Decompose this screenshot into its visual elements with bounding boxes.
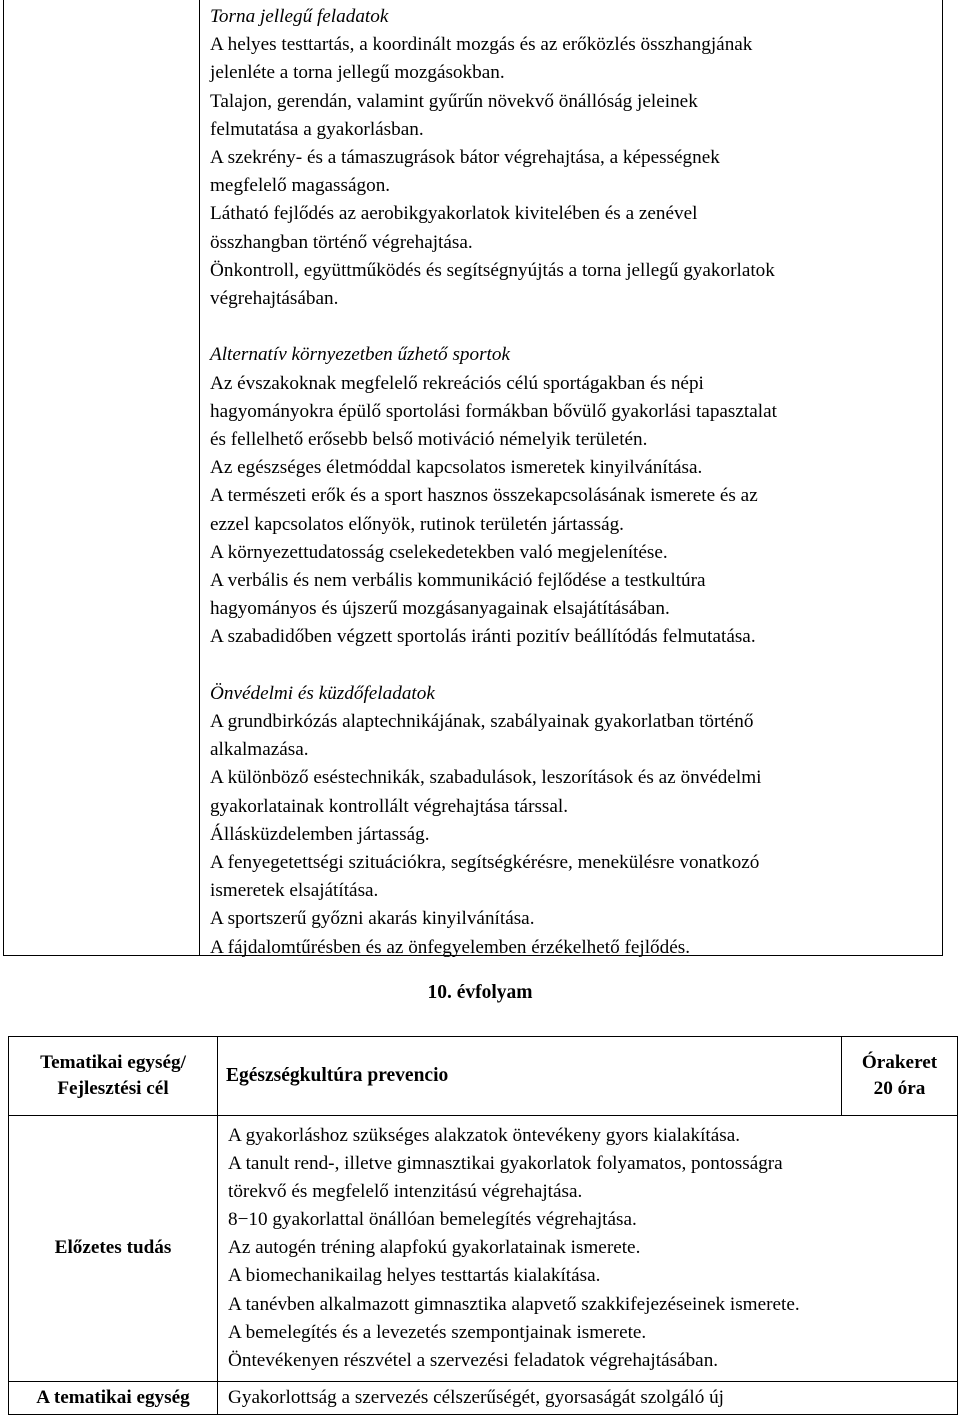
hours-cell	[842, 1037, 958, 1116]
section-line: Önkontroll, együttműködés és segítségnyújtás a torna jellegű gyakorlatok	[210, 259, 775, 281]
prior-knowledge-row	[9, 1116, 958, 1382]
section-line: Az egészséges életmóddal kapcsolatos ismeretek kinyilvánítása.	[210, 457, 703, 479]
section-line: A fájdalomtűrésben és az önfegyelemben érzékelhető fejlődés.	[210, 936, 691, 958]
section-alternativ	[210, 341, 935, 651]
section-line: gyakorlatainak kontrollált végrehajtása társsal.	[210, 795, 569, 817]
table-column-divider	[199, 0, 200, 956]
section-line: A környezettudatosság cselekedetekben való megjelenítése.	[210, 541, 668, 563]
section-line: Az évszakoknak megfelelő rekreációs célú sportágakban és népi	[210, 372, 704, 394]
hours-label: Órakeret	[861, 1052, 938, 1073]
unit-goal-row	[9, 1381, 958, 1414]
unit-label-line-2: Fejlesztési cél	[57, 1078, 169, 1099]
unit-table	[8, 1036, 958, 1415]
section-line: végrehajtásában.	[210, 288, 339, 310]
section-line: A fenyegetettségi szituációkra, segítségkérésre, menekülésre vonatkozó	[210, 852, 760, 874]
list-item: A biomechanikailag helyes testtartás kialakítása.	[228, 1265, 601, 1287]
goals-content	[210, 3, 935, 962]
section-line: A helyes testtartás, a koordinált mozgás és az erőközlés összhangjának	[210, 34, 753, 56]
section-line: A verbális és nem verbális kommunikáció fejlődése a testkultúra	[210, 570, 706, 592]
section-line: és fellelhető erősebb belső motiváció némelyik területén.	[210, 429, 648, 451]
section-line: Talajon, gerendán, valamint gyűrűn növekvő önállóság jeleinek	[210, 90, 698, 112]
section-line: megfelelő magasságon.	[210, 175, 391, 197]
section-title: Torna jellegű feladatok	[210, 6, 389, 27]
list-item: A tanult rend-, illetve gimnasztikai gyakorlatok folyamatos, pontosságra	[228, 1153, 783, 1175]
list-item: A bemelegítés és a levezetés szempontjainak ismerete.	[228, 1321, 647, 1343]
section-line: alkalmazása.	[210, 739, 309, 761]
list-item: Az autogén tréning alapfokú gyakorlatainak ismerete.	[228, 1237, 641, 1259]
unit-goal-label: A tematikai egység	[9, 1381, 218, 1414]
prior-knowledge-list	[218, 1116, 958, 1382]
section-line: A különböző eséstechnikák, szabadulások, leszorítások és az önvédelmi	[210, 767, 762, 789]
prior-knowledge-label: Előzetes tudás	[9, 1116, 218, 1382]
unit-label-cell	[9, 1037, 218, 1116]
section-line: ismeretek elsajátítása.	[210, 880, 379, 902]
section-title: Alternatív környezetben űzhető sportok	[210, 344, 511, 366]
section-title: Önvédelmi és küzdőfeladatok	[210, 682, 435, 704]
section-line: jelenléte a torna jellegű mozgásokban.	[210, 62, 505, 84]
list-item: törekvő és megfelelő intenzitású végrehajtása.	[228, 1181, 583, 1203]
section-torna	[210, 3, 935, 313]
section-line: Állásküzdelemben jártasság.	[210, 823, 430, 845]
list-item: Öntevékenyen részvétel a szervezési feladatok végrehajtásában.	[228, 1349, 719, 1371]
section-line: A grundbirkózás alaptechnikájának, szabályainak gyakorlatban történő	[210, 711, 754, 733]
section-line: A szekrény- és a támaszugrások bátor végrehajtása, a képességnek	[210, 147, 720, 169]
list-item: A tanévben alkalmazott gimnasztika alapvető szakkifejezéseinek ismerete.	[228, 1293, 800, 1315]
section-line: hagyományos és újszerű mozgásanyagainak elsajátításában.	[210, 598, 670, 620]
section-line: A természeti erők és a sport hasznos összekapcsolásának ismerete és az	[210, 485, 758, 507]
unit-goal-text: Gyakorlottság a szervezés célszerűségét, gyorsaságát szolgáló új	[218, 1381, 958, 1414]
unit-header-row	[9, 1037, 958, 1116]
section-line: A szabadidőben végzett sportolás iránti pozitív beállítódás felmutatása.	[210, 626, 756, 648]
unit-label-line-1: Tematikai egység/	[40, 1052, 186, 1073]
list-item: A gyakorláshoz szükséges alakzatok öntevékeny gyors kialakítása.	[228, 1125, 741, 1146]
section-line: hagyományokra épülő sportolási formákban bővülő gyakorlási tapasztalat	[210, 400, 777, 422]
list-item: 8−10 gyakorlattal önállóan bemelegítés végrehajtása.	[228, 1209, 637, 1231]
section-line: A sportszerű győzni akarás kinyilvánítása.	[210, 908, 535, 930]
hours-value: 20 óra	[873, 1078, 926, 1099]
section-line: Látható fejlődés az aerobikgyakorlatok kivitelében és a zenével	[210, 203, 698, 225]
unit-title: Egészségkultúra prevencio	[218, 1037, 842, 1116]
section-line: felmutatása a gyakorlásban.	[210, 118, 424, 140]
section-line: összhangban történő végrehajtása.	[210, 231, 473, 253]
grade-heading: 10. évfolyam	[427, 982, 533, 1003]
section-line: ezzel kapcsolatos előnyök, rutinok területén jártasság.	[210, 513, 624, 535]
section-onvedelmi	[210, 680, 935, 962]
